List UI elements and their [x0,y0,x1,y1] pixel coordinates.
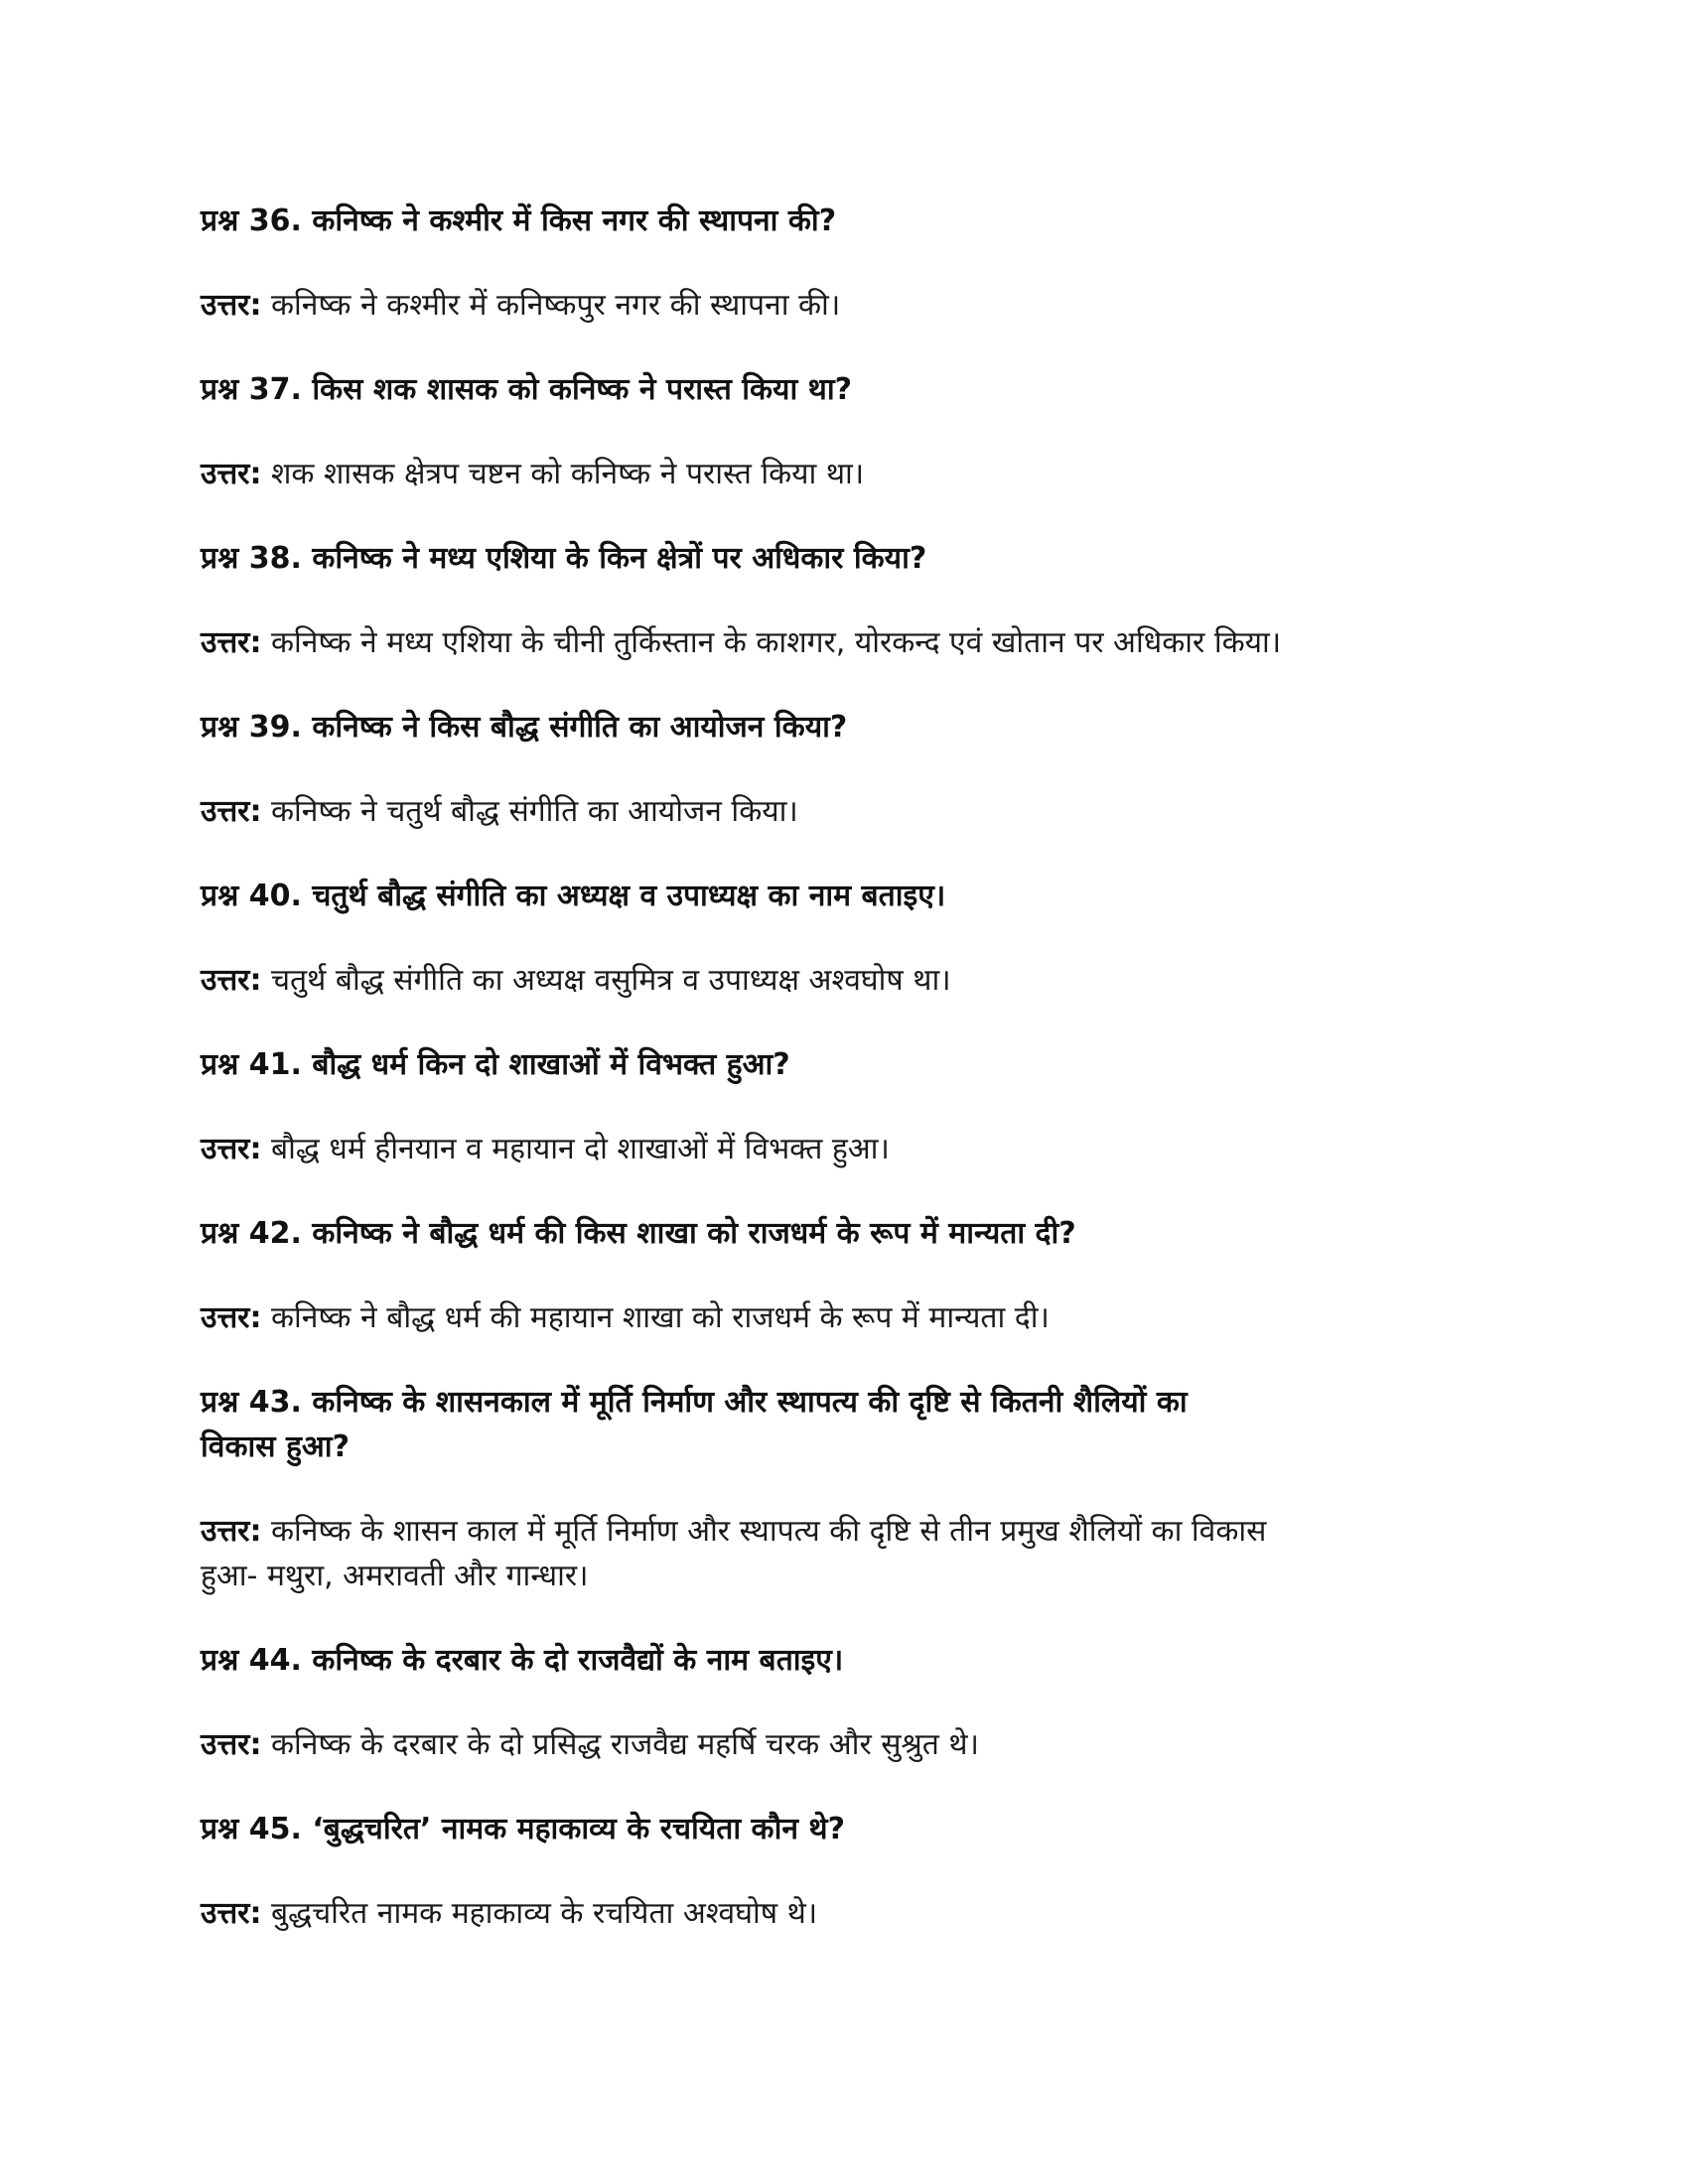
qa-item-41 [201,1042,1501,1171]
answer-label: उत्तर: [201,625,262,660]
answer-text: कनिष्क ने चतुर्थ बौद्ध संगीति का आयोजन किया। [270,794,798,829]
qa-item-45 [201,1807,1501,1936]
answer-line: हुआ- मथुरा, अमरावती और गान्धार। [201,1559,589,1593]
qa-item-38 [201,536,1501,665]
answer-43 [201,1509,1501,1598]
answer-label: उत्तर: [201,1727,262,1762]
question-42 [201,1211,1501,1256]
answer-45 [201,1891,1501,1936]
qa-item-39 [201,705,1501,834]
answer-text: कनिष्क ने बौद्ध धर्म की महायान शाखा को राजधर्म के रूप में मान्यता दी। [270,1300,1050,1335]
question-38 [201,536,1501,581]
answer-line [201,1127,1501,1171]
question-line: प्रश्न 37. किस शक शासक को कनिष्क ने परास्त किया था? [201,372,853,407]
question-line: प्रश्न 38. कनिष्क ने मध्य एशिया के किन क्षेत्रों पर अधिकार किया? [201,541,927,576]
answer-37 [201,452,1501,496]
answer-label: उत्तर: [201,1132,262,1166]
question-line: प्रश्न 44. कनिष्क के दरबार के दो राजवैद्यों के नाम बताइए। [201,1643,844,1678]
answer-label: उत्तर: [201,457,262,491]
question-line: विकास हुआ? [201,1430,350,1464]
answer-text: कनिष्क के दरबार के दो प्रसिद्ध राजवैद्य महर्षि चरक और सुश्रुत थे। [270,1727,979,1762]
qa-item-36 [201,199,1501,328]
question-line: प्रश्न 41. बौद्ध धर्म किन दो शाखाओं में विभक्त हुआ? [201,1047,790,1082]
answer-text: शक शासक क्षेत्रप चष्टन को कनिष्क ने परास्त किया था। [270,457,865,491]
answer-line [201,1509,1501,1554]
answer-text: बौद्ध धर्म हीनयान व महायान दो शाखाओं में विभक्त हुआ। [270,1132,890,1166]
answer-36 [201,283,1501,328]
question-45 [201,1807,1501,1851]
question-43 [201,1380,1501,1469]
question-39 [201,705,1501,750]
question-37 [201,367,1501,412]
qa-item-37 [201,367,1501,496]
answer-40 [201,958,1501,1003]
answer-line [201,1296,1501,1340]
answer-text: कनिष्क के शासन काल में मूर्ति निर्माण और स्थापत्य की दृष्टि से तीन प्रमुख शैलियों का विकास [270,1514,1267,1549]
question-line: प्रश्न 40. चतुर्थ बौद्ध संगीति का अध्यक्ष व उपाध्यक्ष का नाम बताइए। [201,879,946,913]
answer-39 [201,789,1501,834]
question-44 [201,1638,1501,1683]
answer-label: उत्तर: [201,794,262,829]
answer-text: कनिष्क ने कश्मीर में कनिष्कपुर नगर की स्थापना की। [270,288,841,323]
question-line: प्रश्न 36. कनिष्क ने कश्मीर में किस नगर की स्थापना की? [201,204,837,238]
question-line: प्रश्न 45. ‘बुद्धचरित’ नामक महाकाव्य के रचयिता कौन थे? [201,1812,846,1846]
answer-line [201,958,1501,1003]
document-page [201,199,1501,1976]
answer-line [201,283,1501,328]
answer-42 [201,1296,1501,1340]
question-36 [201,199,1501,243]
answer-line [201,620,1501,665]
answer-line [201,452,1501,496]
question-line: प्रश्न 39. कनिष्क ने किस बौद्ध संगीति का आयोजन किया? [201,710,848,745]
answer-label: उत्तर: [201,963,262,998]
question-line: प्रश्न 42. कनिष्क ने बौद्ध धर्म की किस शाखा को राजधर्म के रूप में मान्यता दी? [201,1216,1076,1251]
qa-item-43 [201,1380,1501,1598]
answer-41 [201,1127,1501,1171]
answer-text: चतुर्थ बौद्ध संगीति का अध्यक्ष वसुमित्र व उपाध्यक्ष अश्वघोष था। [270,963,951,998]
question-line: प्रश्न 43. कनिष्क के शासनकाल में मूर्ति निर्माण और स्थापत्य की दृष्टि से कितनी शैलियों का [201,1385,1188,1420]
answer-label: उत्तर: [201,1514,262,1549]
answer-line [201,1722,1501,1767]
answer-label: उत्तर: [201,1896,262,1931]
qa-item-40 [201,874,1501,1003]
qa-item-42 [201,1211,1501,1340]
question-41 [201,1042,1501,1087]
answer-line [201,1891,1501,1936]
answer-44 [201,1722,1501,1767]
answer-label: उत्तर: [201,1300,262,1335]
answer-text: बुद्धचरित नामक महाकाव्य के रचयिता अश्वघोष थे। [270,1896,818,1931]
qa-item-44 [201,1638,1501,1767]
answer-38 [201,620,1501,665]
answer-label: उत्तर: [201,288,262,323]
question-40 [201,874,1501,918]
answer-text: कनिष्क ने मध्य एशिया के चीनी तुर्किस्तान के काशगर, योरकन्द एवं खोतान पर अधिकार किया। [270,625,1282,660]
answer-line [201,789,1501,834]
